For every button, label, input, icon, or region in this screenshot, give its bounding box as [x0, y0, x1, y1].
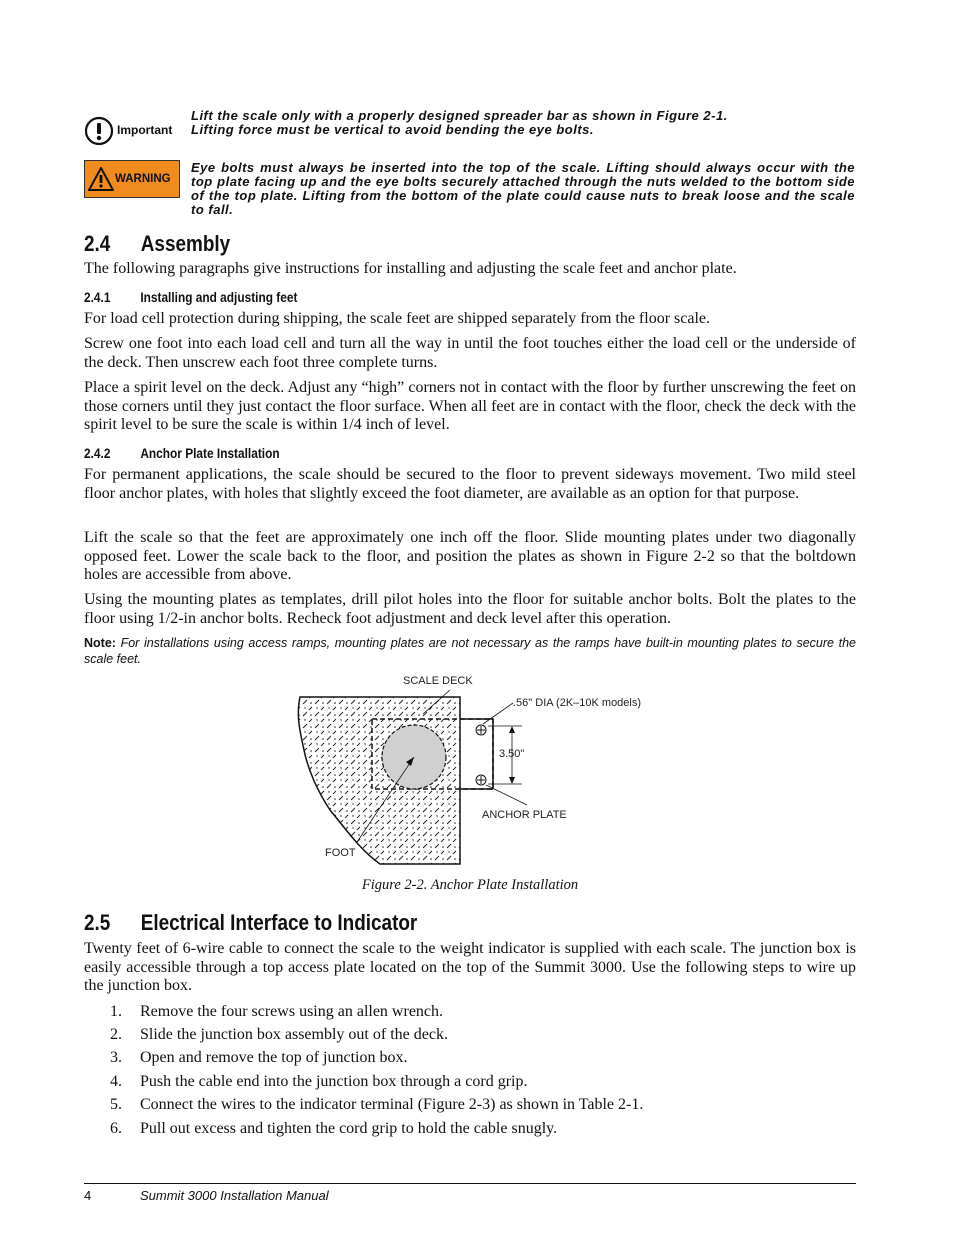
important-text: Lift the scale only with a properly designed spreader bar as shown in Figure 2-1. Lifting force must be vertical to avoid bending the eye bolts.: [191, 108, 728, 137]
important-badge: Important: [117, 123, 173, 137]
label-scale-deck: SCALE DECK: [403, 675, 473, 687]
label-dimension: 3.50": [499, 748, 525, 760]
warning-badge: WARNING: [115, 173, 171, 185]
warning-badge-box: [84, 160, 180, 198]
anchor-para-2: Lift the scale so that the feet are approximately one inch off the floor. Slide mounting plates under two diagonally opposed feet. Lower the scale back to the floor, and position the plates as shown in Figure 2-2 so that the boltdown holes are accessible from above.: [84, 529, 856, 583]
figure-caption: Figure 2-2. Anchor Plate Installation: [361, 877, 579, 893]
section-heading-electrical: 2.5 Electrical Interface to Indicator: [84, 910, 418, 935]
step-item: 1. Remove the four screws using an allen wrench.: [110, 1003, 444, 1020]
feet-para-1: For load cell protection during shipping, the scale feet are shipped separately from the floor scale.: [84, 310, 711, 327]
electrical-intro: Twenty feet of 6-wire cable to connect the scale to the weight indicator is supplied with each scale. The junction box is easily accessible through a top access plate located on the top of the Summit 3000. Use the following steps to wire up the junction box.: [84, 940, 856, 994]
feet-para-3: Place a spirit level on the deck. Adjust any “high” corners not in contact with the floor by further unscrewing the feet on those corners until they just contact the floor surface. When all feet are in contact with the floor, check the deck with the spirit level to be sure the scale is within 1/4 inch of level.: [84, 379, 856, 433]
anchor-plate-figure: [290, 670, 670, 875]
step-item: 2. Slide the junction box assembly out of the deck.: [110, 1026, 448, 1043]
step-item: 3. Open and remove the top of junction box.: [110, 1049, 408, 1066]
anchor-para-3: Using the mounting plates as templates, drill pilot holes into the floor for suitable anchor bolts. Bolt the plates to the floor using 1/2-in anchor bolts. Recheck foot adjustment and deck level after this operation.: [84, 591, 856, 627]
anchor-para-1: For permanent applications, the scale should be secured to the floor to prevent sideways movement. Two mild steel floor anchor plates, with holes that slightly exceed the foot diameter, are available as an option for that purpose.: [84, 466, 856, 502]
assembly-intro: The following paragraphs give instructions for installing and adjusting the scale feet and anchor plate.: [84, 260, 737, 277]
section-heading-assembly: 2.4 Assembly: [84, 231, 231, 256]
feet-para-2: Screw one foot into each load cell and turn all the way in until the foot touches either the load cell or the underside of the deck. Then unscrew each foot three complete turns.: [84, 335, 856, 371]
page-number: 4: [84, 1188, 92, 1203]
step-item: 4. Push the cable end into the junction box through a cord grip.: [110, 1073, 528, 1090]
label-dia: .56" DIA (2K–10K models): [513, 697, 642, 709]
anchor-note: Note: For installations using access ramps, mounting plates are not necessary as the ramps have built-in mounting plates to secure the scale feet.: [84, 636, 856, 666]
warning-callout: [84, 160, 856, 218]
label-anchor-plate: ANCHOR PLATE: [482, 809, 567, 821]
step-item: 6. Pull out excess and tighten the cord grip to hold the cable snugly.: [110, 1120, 558, 1137]
important-callout: [84, 108, 856, 148]
subsection-heading-feet: 2.4.1 Installing and adjusting feet: [84, 290, 298, 305]
footer-title: Summit 3000 Installation Manual: [140, 1188, 329, 1203]
step-item: 5. Connect the wires to the indicator terminal (Figure 2-3) as shown in Table 2-1.: [110, 1096, 644, 1113]
exclamation-icon: [84, 116, 114, 146]
label-foot: FOOT: [325, 847, 356, 859]
subsection-heading-anchor: 2.4.2 Anchor Plate Installation: [84, 446, 280, 461]
warning-triangle-icon: [88, 167, 114, 191]
footer-rule: [84, 1183, 856, 1184]
warning-text: Eye bolts must always be inserted into the top of the scale. Lifting should always occur with the top plate facing up and the eye bolts securely attached through the nuts welded to the bottom side of the top plate. Lifting from the bottom of the plate could cause nuts to break loose and the scale to fall.: [191, 160, 855, 217]
